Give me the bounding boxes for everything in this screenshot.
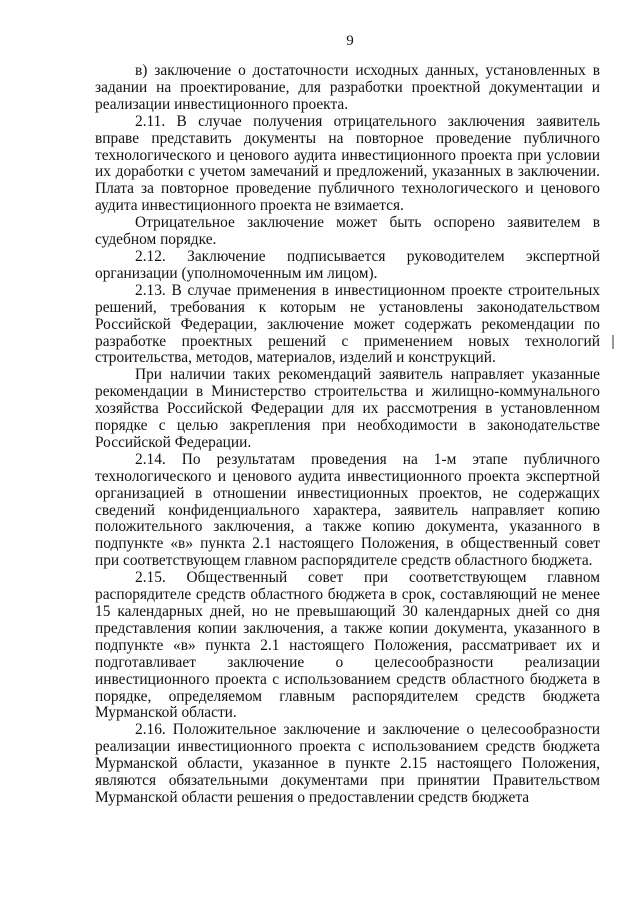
paragraph-2-15: 2.15. Общественный совет при соответствующем главном распорядителе средств областного бюджета в срок, составляющий не менее 15 календарных дней, но не превышающий 30 календарных дней со дня представления копии заключения, а также копии документа, указанного в подпункте «в» пункта 2.1 настоящего Положения, рассматривает их и подготавливает заключение о целесообразности реализации инвестиционного проекта с использованием средств областного бюджета в порядке, определяемом главным распорядителем средств бюджета Мурманской области. [95,569,600,722]
paragraph-2-16: 2.16. Положительное заключение и заключение о целесообразности реализации инвестиционного проекта с использованием средств бюджета Мурманской области, указанное в пункте 2.15 настоящего Положения, являются обязательными документами при принятии Правительством Мурманской области решения о предоставлении средств бюджета [95,721,600,806]
scan-edge-mark [612,335,614,349]
paragraph-2-12: 2.12. Заключение подписывается руководителем экспертной организации (уполномоченным им лицом). [95,247,600,282]
paragraph-2-13: 2.13. В случае применения в инвестиционном проекте строительных решений, требования к которым не установлены законодательством Российской Федерации, заключение может содержать рекомендации по разработке проектных решений с применением новых технологий строительства, методов, материалов, изделий и конструкций. [95,281,600,367]
page-number: 9 [346,33,354,49]
paragraph-negative-appeal: Отрицательное заключение может быть оспорено заявителем в судебном порядке. [95,214,600,249]
document-body [95,63,600,807]
paragraph-sub-v: в) заключение о достаточности исходных данных, установленных в задании на проектирование, для разработки проектной документации и реализации инвестиционного проекта. [95,62,600,113]
paragraph-2-14: 2.14. По результатам проведения на 1-м этапе публичного технологического и ценового аудита инвестиционного проекта экспертной организацией в отношении инвестиционных проектов, не содержащих сведений конфиденциального характера, заявитель направляет копию положительного заключения, а также копию документа, указанного в подпункте «в» пункта 2.1 настоящего Положения, в общественный совет при соответствующем главном распорядителе средств областного бюджета. [95,450,600,570]
paragraph-recommendations: При наличии таких рекомендаций заявитель направляет указанные рекомендации в Министерство строительства и жилищно-коммунального хозяйства Российской Федерации для их рассмотрения в установленном порядке с целью закрепления при необходимости в законодательстве Российской Федерации. [95,366,600,451]
paragraph-2-11: 2.11. В случае получения отрицательного заключения заявитель вправе представить документы на повторное проведение публичного технологического и ценового аудита инвестиционного проекта при условии их доработки с учетом замечаний и предложений, указанных в заключении. Плата за повторное проведение публичного технологического и ценового аудита инвестиционного проекта не взимается. [95,112,600,215]
